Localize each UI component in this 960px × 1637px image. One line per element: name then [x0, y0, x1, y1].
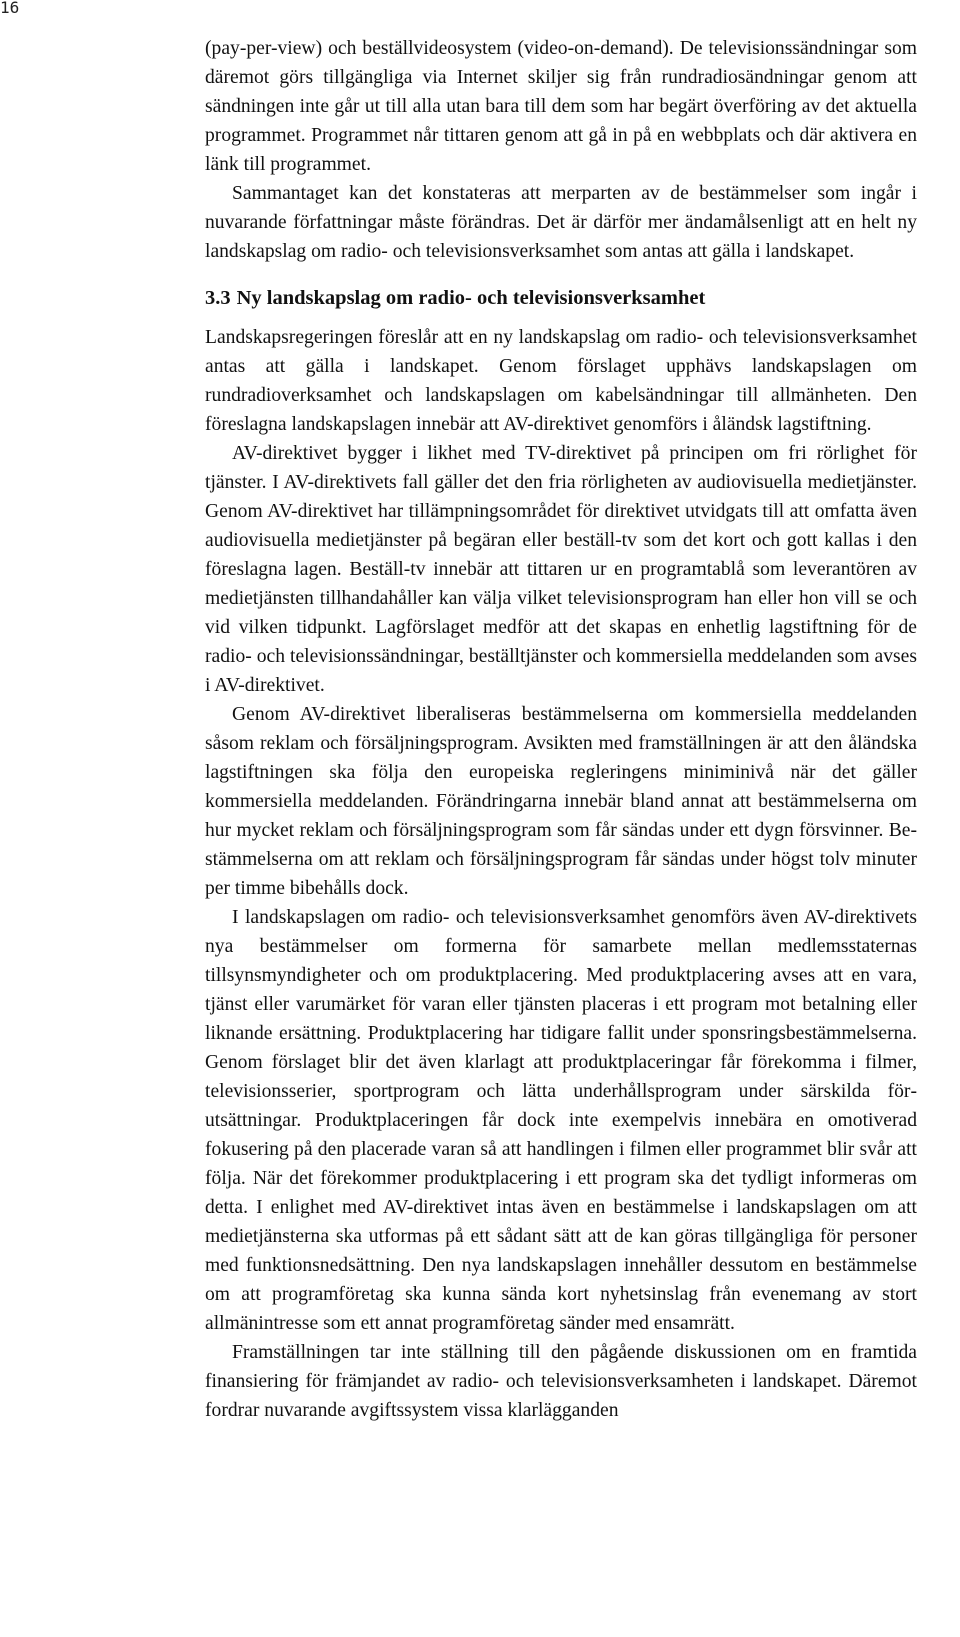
document-body: [205, 34, 917, 1425]
paragraph-financing: Framställningen tar inte ställning till den pågående diskussionen om en framtida finansiering för främjandet av radio- och televisionsverksamheten i landskapet. Däremot fordrar nuvarande avgiftssystem vissa klarlägganden: [205, 1342, 917, 1421]
section-title: Ny landskapslag om radio- och televisionsverksamhet: [236, 287, 706, 309]
paragraph-summary: Sammantaget kan det konstateras att merparten av de bestämmelser som ingår i nuvarande författningar måste förändras. Det är därför mer ändamålsenligt att en helt ny landskapslag om radio- och televisionsverksamhet som antas att gälla i landskapet.: [205, 183, 917, 262]
paragraph-av-directive: AV-direktivet bygger i likhet med TV-direktivet på principen om fri rörlighet för tjänster. I AV-direktivets fall gäller det den fria rörligheten av audiovisuella medietjänster. Genom AV-direktivet har tillämpningsområdet för direktivet utvidgats till att omfatta även audiovisuella medietjänster på begäran eller beställ-tv som det kort och gott kallas i den föreslagna lagen. Beställ-tv innebär att tittaren ur en programtablå som leverantören av medietjänsten tillhandahåller kan välja vilket televisionsprogram han eller hon vill se och vid vilken tidpunkt. Lagförslaget medför att det skapas en enhetlig lagstiftning för de radio- och televisionssändningar, beställtjänster och kommersiella meddelanden som avses i AV-direktivet.: [205, 443, 917, 696]
paragraph-product-placement: I landskapslagen om radio- och televisionsverksamhet genomförs även AV-direktivets nya bestämmelser om formerna för samarbete mellan medlemsstaternas tillsynsmyndigheter och om produktplacering. Med produktplacering avses att en vara, tjänst eller varumärket för varan eller tjänsten placeras i ett program mot betalning eller liknande ersättning. Produktplacering har tidigare fallit under sponsringsbestämmelserna. Genom förslaget blir det även klarlagt att produktplaceringar får förekomma i filmer, televisionsserier, sportprogram och lätta underhållsprogram under särskilda förutsättningar. Produktplaceringen får dock inte exempelvis innebära en omotiverad fokusering på den placerade varan så att handlingen i filmen eller programmet blir svår att följa. När det förekommer produktplacering i ett program ska det tydligt informeras om detta. I enlighet med AV-direktivet intas även en bestämmelse i landskapslagen om att medietjänsterna ska utformas på ett sådant sätt att de kan göras tillgängliga för personer med funktionsnedsättning. Den nya landskapslagen innehåller dessutom en bestämmelse om att programföretag ska kunna sända kort nyhetsinslag från evenemang av stort allmänintresse som ett annat programföretag sänder med ensamrätt.: [205, 907, 917, 1334]
paragraph-commercial: Genom AV-direktivet liberaliseras bestämmelserna om kommersiella meddelanden såsom reklam och försäljningsprogram. Avsikten med framställningen är att den åländska lagstiftningen ska följa den europeiska regleringens miniminivå när det gäller kommersiella meddelanden. Förändringarna innebär bland annat att bestämmelserna om hur mycket reklam och försäljningsprogram som får sändas under ett dygn försvinner. Bestämmelserna om att reklam och försäljningsprogram får sändas under högst tolv minuter per timme bibehålls dock.: [205, 704, 917, 899]
section-heading: [205, 284, 917, 313]
section-number: 3.3: [205, 287, 231, 309]
paragraph-intro: Landskapsregeringen föreslår att en ny landskapslag om radio- och televisionsverksamhet antas att gälla i landskapet. Genom förslaget upphävs landskapslagen om rundradioverksamhet och landskapslagen om kabelsändningar till allmänheten. Den föreslagna landskapslagen innebär att AV-direktivet genomförs i åländsk lagstiftning.: [205, 327, 917, 435]
paragraph-continuation: (pay-per-view) och beställvideosystem (video-on-demand). De televisionssändningar som däremot görs tillgängliga via Internet skiljer sig från rundradiosändningar genom att sändningen inte går ut till alla utan bara till dem som har begärt överföring av det aktuella programmet. Programmet når tittaren genom att gå in på en webbplats och där aktivera en länk till programmet.: [205, 38, 917, 175]
page-number: 16: [0, 0, 20, 17]
